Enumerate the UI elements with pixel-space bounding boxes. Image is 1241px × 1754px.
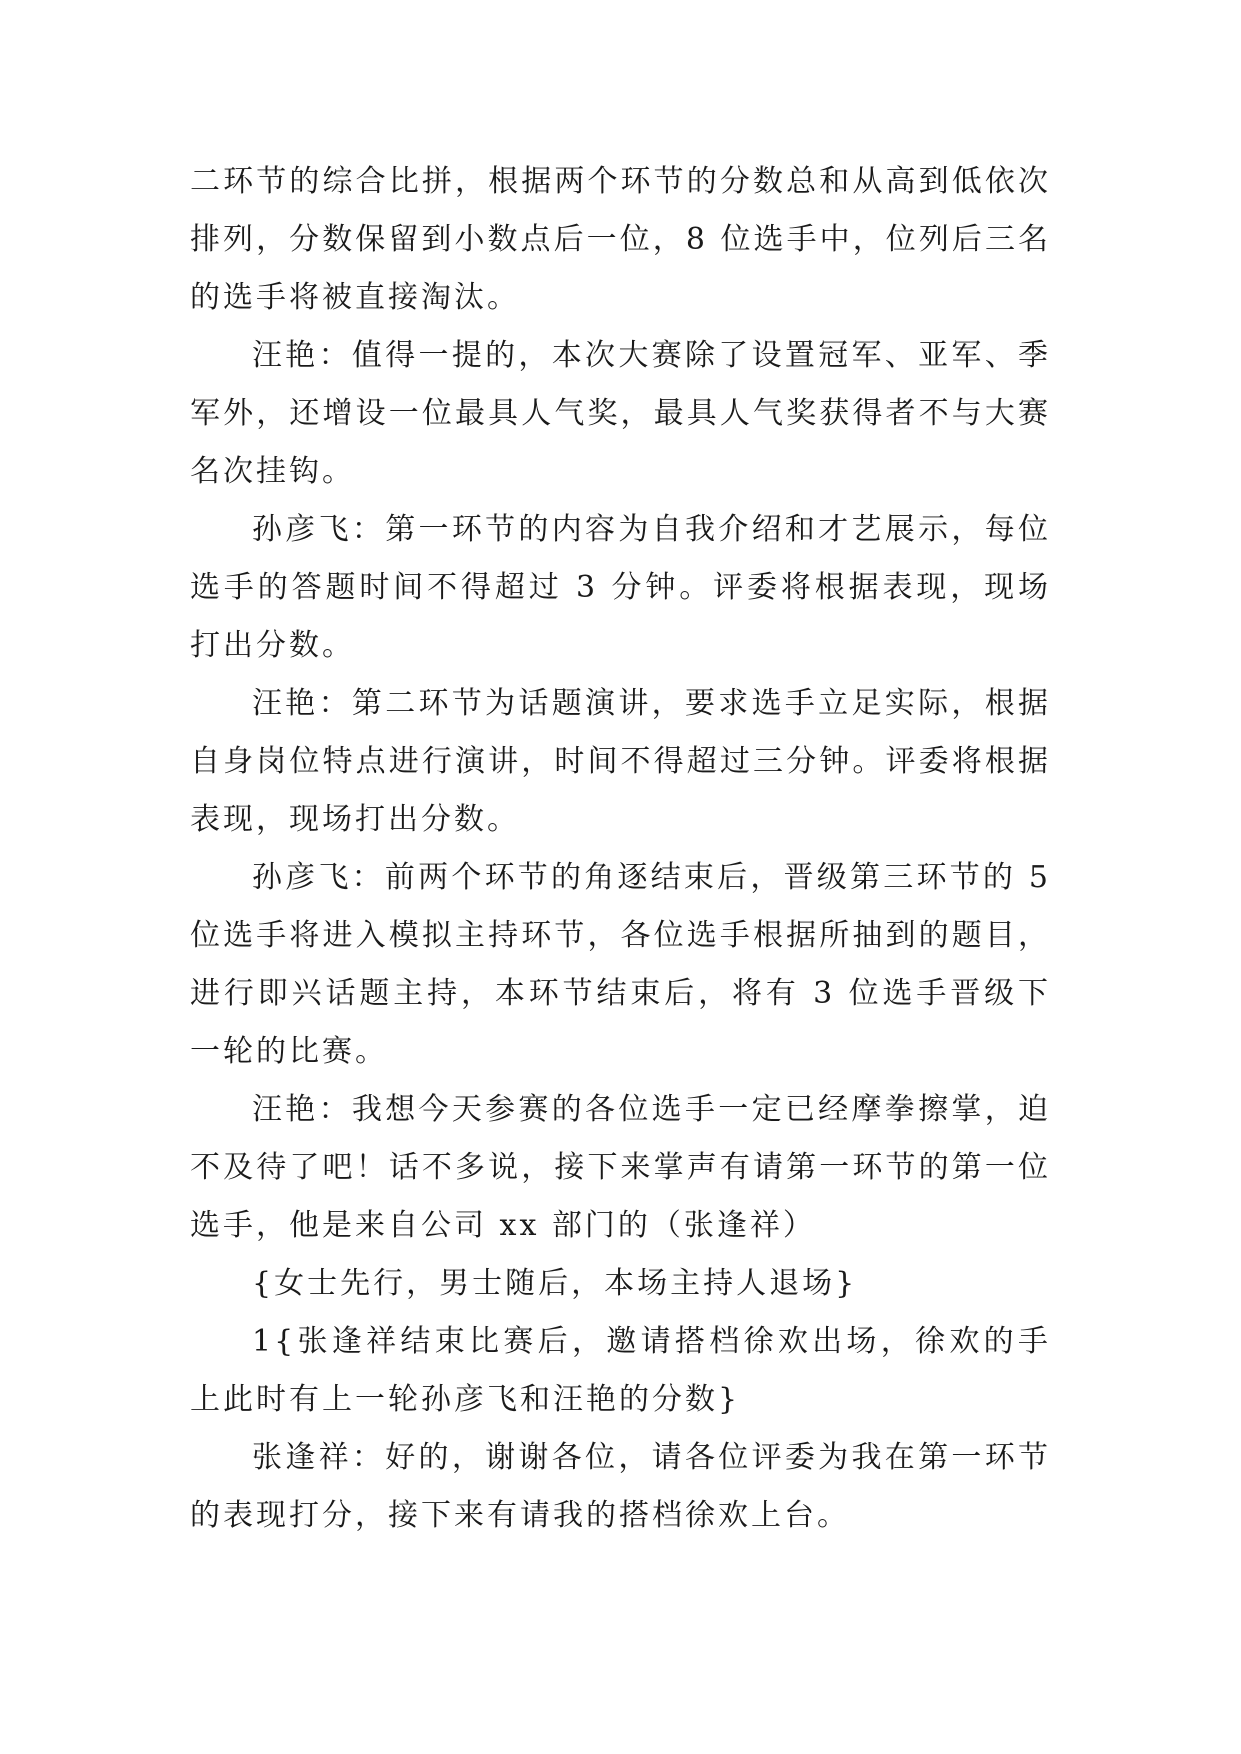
paragraph-wangyan-awards: 汪艳：值得一提的，本次大赛除了设置冠军、亚军、季军外，还增设一位最具人气奖，最具人气奖获得者不与大赛名次挂钩。 [190,338,1051,489]
paragraph-wangyan-first-contestant: 汪艳：我想今天参赛的各位选手一定已经摩拳擦掌，迫不及待了吧！话不多说，接下来掌声有请第一环节的第一位选手，他是来自公司 xx 部门的（张逢祥） [190,1092,1051,1243]
stage-direction-hosts-exit: {女士先行，男士随后，本场主持人退场} [252,1266,858,1301]
document-page [190,153,1051,1545]
paragraph-zhangfengxiang-closing: 张逢祥：好的，谢谢各位，请各位评委为我在第一环节的表现打分，接下来有请我的搭档徐欢上台。 [190,1440,1051,1533]
paragraph-wangyan-round-two: 汪艳：第二环节为话题演讲，要求选手立足实际，根据自身岗位特点进行演讲，时间不得超过三分钟。评委将根据表现，现场打出分数。 [190,686,1051,837]
paragraph-sunyanfei-round-one: 孙彦飞：第一环节的内容为自我介绍和才艺展示，每位选手的答题时间不得超过 3 分钟。评委将根据表现，现场打出分数。 [190,512,1051,663]
stage-direction-partner-entry: 1{张逢祥结束比赛后，邀请搭档徐欢出场，徐欢的手上此时有上一轮孙彦飞和汪艳的分数} [190,1324,1051,1417]
paragraph-sunyanfei-round-three: 孙彦飞：前两个环节的角逐结束后，晋级第三环节的 5 位选手将进入模拟主持环节，各位选手根据所抽到的题目，进行即兴话题主持，本环节结束后，将有 3 位选手晋级下一轮的比赛。 [190,860,1051,1069]
paragraph-continuation: 二环节的综合比拼，根据两个环节的分数总和从高到低依次排列，分数保留到小数点后一位，8 位选手中，位列后三名的选手将被直接淘汰。 [190,164,1051,315]
